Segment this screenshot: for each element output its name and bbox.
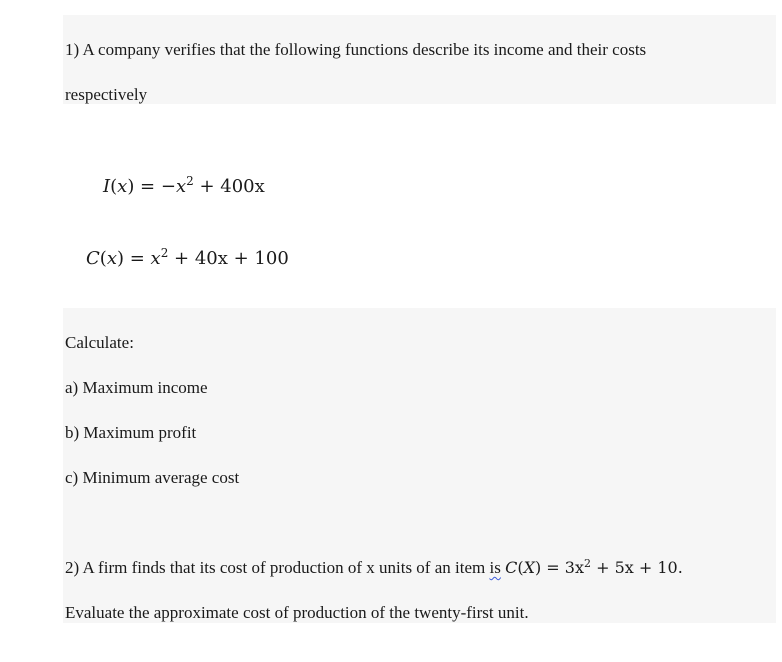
task-c: c) Minimum average cost bbox=[65, 468, 240, 487]
q2-fn-var: X bbox=[523, 558, 535, 577]
q2-fn-exp: 2 bbox=[584, 557, 591, 570]
q1-intro-line-1: 1) A company verifies that the following functions describe its income and their costs bbox=[65, 40, 647, 59]
q2-flagged-word: is bbox=[489, 558, 501, 577]
cost-fn-var: x bbox=[106, 248, 117, 269]
income-fn-expr: −x bbox=[160, 176, 187, 197]
q2-fn-rhs-tail: + 5x + 10. bbox=[591, 558, 683, 577]
q2-line-1 bbox=[65, 558, 683, 578]
cost-fn-expr: x bbox=[150, 248, 161, 269]
q2-fn-name: C bbox=[505, 558, 518, 577]
income-fn-exp: 2 bbox=[186, 174, 194, 188]
income-fn-var: x bbox=[117, 176, 128, 197]
income-fn-name: I bbox=[103, 176, 111, 197]
task-a: a) Maximum income bbox=[65, 378, 208, 397]
calculate-label: Calculate: bbox=[65, 333, 134, 352]
q2-cost-function: $C(X) = 3x^2 + 5x + 10$. bbox=[505, 557, 683, 577]
q2-text-before: 2) A firm finds that its cost of production of x units of an item bbox=[65, 558, 490, 577]
income-function: $I(x) = -x^2 + 400x$ bbox=[103, 174, 265, 197]
cost-function: $C(x) = x^2 + 40x + 100$ bbox=[86, 246, 289, 269]
q2-fn-rhs-lead: 3x bbox=[564, 558, 584, 577]
q1-intro-line-2: respectively bbox=[65, 85, 148, 104]
task-b: b) Maximum profit bbox=[65, 423, 197, 442]
cost-fn-name: C bbox=[86, 248, 100, 269]
income-fn-tail: + 400x bbox=[193, 176, 265, 197]
cost-fn-exp: 2 bbox=[160, 246, 169, 260]
cost-fn-tail: + 40x + 100 bbox=[168, 248, 289, 269]
q2-line-2: Evaluate the approximate cost of production of the twenty-first unit. bbox=[65, 603, 529, 622]
